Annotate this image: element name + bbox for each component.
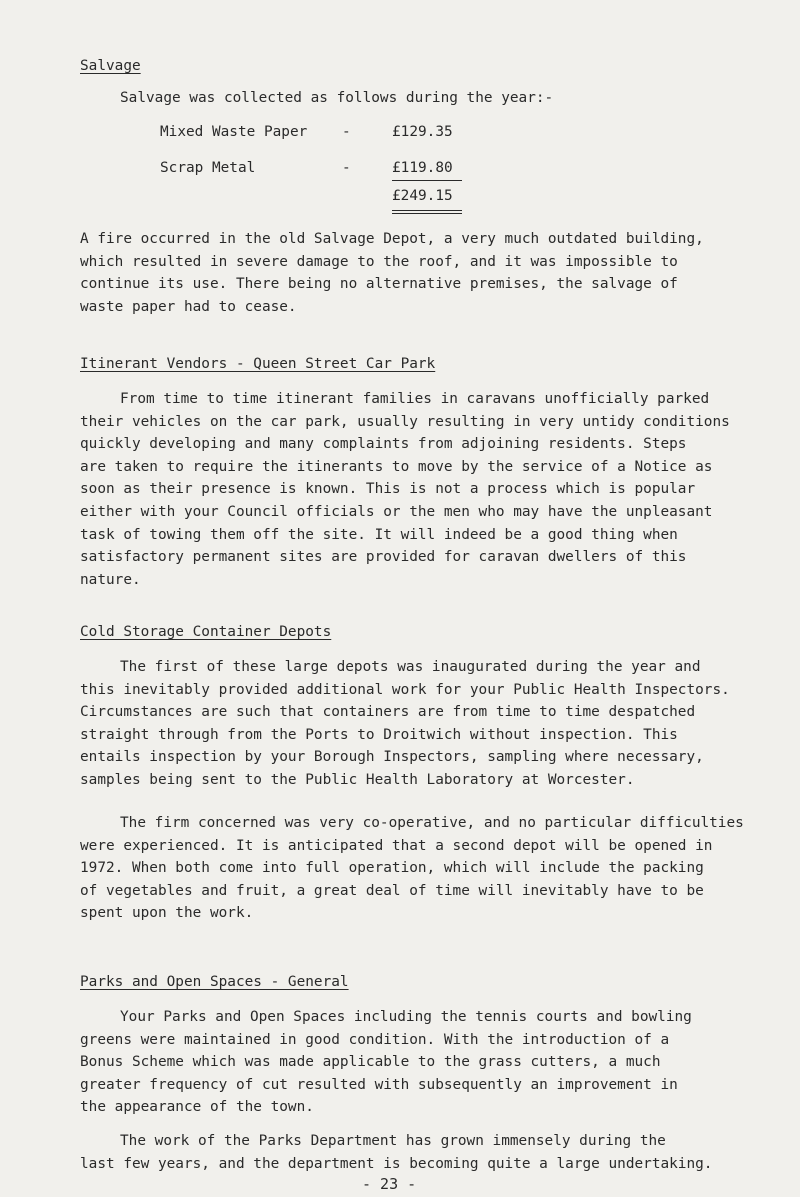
parks-paragraph-1 [80,1006,780,1119]
text-line: 1972. When both come into full operation, which will include the packing [80,860,704,877]
salvage-heading: Salvage [80,58,141,74]
text-line: greens were maintained in good condition. With the introduction of a [80,1031,670,1048]
text-line: nature. [80,571,141,588]
text-line: Your Parks and Open Spaces including the tennis courts and bowling [120,1009,692,1025]
text-line: this inevitably provided additional work for your Public Health Inspectors. [80,681,730,698]
text-line: quickly developing and many complaints from adjoining residents. Steps [80,436,687,453]
itinerant-heading: Itinerant Vendors - Queen Street Car Park [80,356,436,372]
text-line: were experienced. It is anticipated that a second depot will be opened in [80,837,713,854]
text-line: greater frequency of cut resulted with subsequently an improvement in [80,1076,678,1093]
text-line: of vegetables and fruit, a great deal of time will inevitably have to be [80,882,704,899]
salvage-intro: Salvage was collected as follows during the year:- [120,90,554,106]
total-rule [392,210,462,211]
text-line: The first of these large depots was inaugurated during the year and [120,659,701,675]
text-line: continue its use. There being no alternative premises, the salvage of [80,276,678,293]
salvage-item-dash: - [342,124,351,140]
text-line: spent upon the work. [80,905,254,922]
text-line: The work of the Parks Department has grown immensely during the [120,1133,666,1149]
cold-storage-heading: Cold Storage Container Depots [80,624,332,640]
itinerant-paragraph [80,388,780,591]
text-line: either with your Council officials or the men who may have the unpleasant [80,503,713,520]
text-line: Circumstances are such that containers are from time to time despatched [80,704,696,721]
text-line: Bonus Scheme which was made applicable to the grass cutters, a much [80,1054,661,1071]
salvage-item-amount: £119.80 [392,160,453,176]
text-line: A fire occurred in the old Salvage Depot, a very much outdated building, [80,231,704,247]
text-line: straight through from the Ports to Droitwich without inspection. This [80,726,678,743]
text-line: entails inspection by your Borough Inspectors, sampling where necessary, [80,749,704,766]
text-line: the appearance of the town. [80,1099,314,1116]
salvage-item-label: Mixed Waste Paper [160,124,308,140]
parks-paragraph-2 [80,1130,780,1175]
total-rule-double [392,213,462,214]
salvage-paragraph [80,228,780,318]
text-line: which resulted in severe damage to the roof, and it was impossible to [80,253,678,270]
page-number: - 23 - [362,1175,417,1193]
text-line: The firm concerned was very co-operative, and no particular difficulties [120,815,744,831]
text-line: From time to time itinerant families in caravans unofficially parked [120,391,710,407]
text-line: satisfactory permanent sites are provided for caravan dwellers of this [80,549,687,566]
text-line: task of towing them off the site. It will indeed be a good thing when [80,526,678,543]
text-line: are taken to require the itinerants to move by the service of a Notice as [80,458,713,475]
text-line: samples being sent to the Public Health Laboratory at Worcester. [80,771,635,788]
parks-heading: Parks and Open Spaces - General [80,974,349,990]
cold-storage-paragraph-1 [80,656,780,792]
text-line: soon as their presence is known. This is not a process which is popular [80,481,696,498]
text-line: their vehicles on the car park, usually resulting in very untidy conditions [80,413,730,430]
salvage-total: £249.15 [392,188,453,204]
salvage-item-label: Scrap Metal [160,160,256,176]
text-line: last few years, and the department is becoming quite a large undertaking. [80,1155,713,1172]
salvage-item-amount: £129.35 [392,124,453,140]
text-line: waste paper had to cease. [80,298,297,315]
salvage-item-dash: - [342,160,351,176]
subtotal-rule [392,180,462,181]
cold-storage-paragraph-2 [80,812,780,925]
